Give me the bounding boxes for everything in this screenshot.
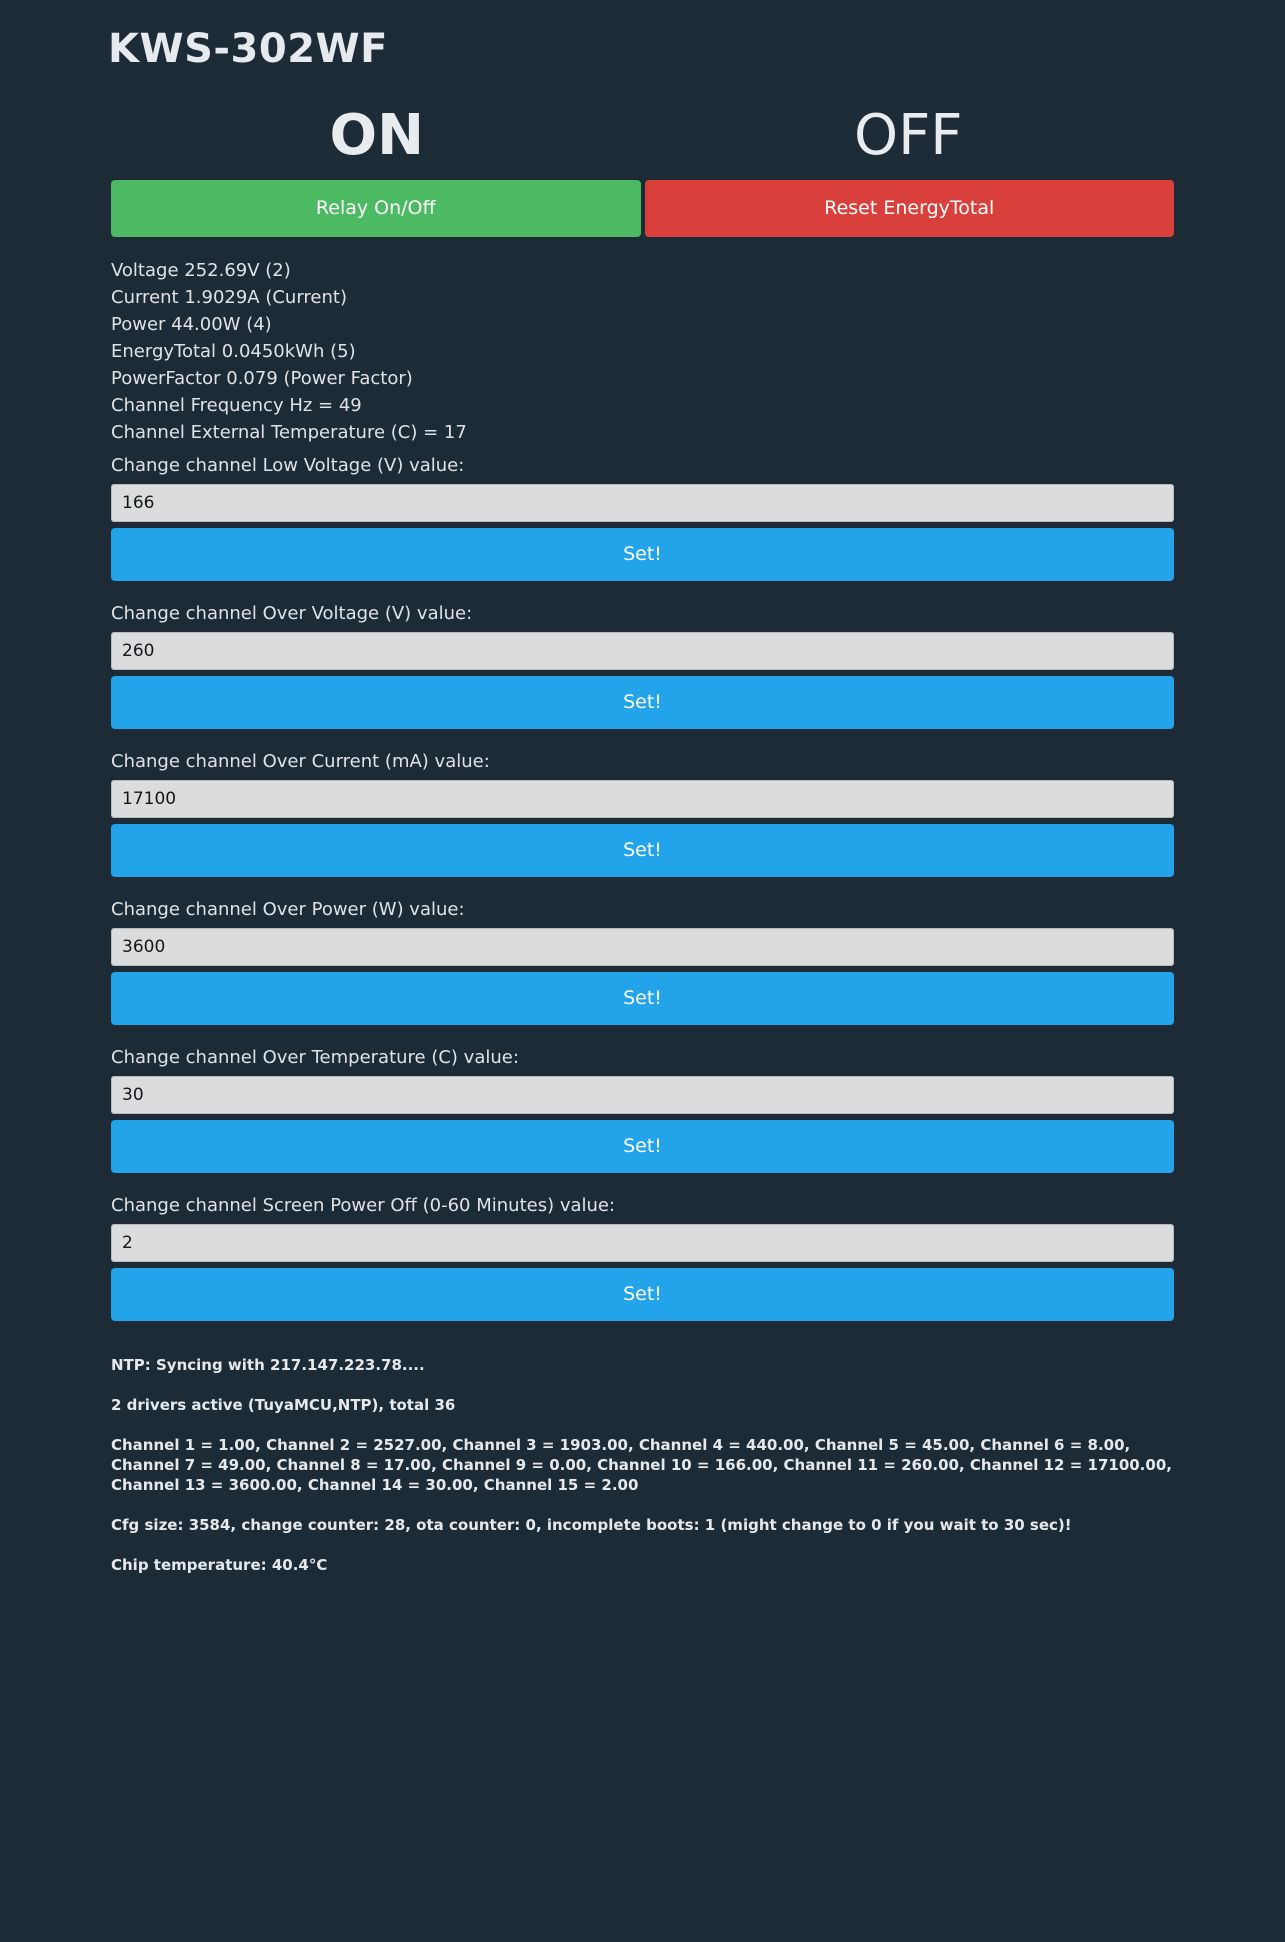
- footer-chip-temperature: Chip temperature: 40.4°C: [111, 1556, 328, 1575]
- field-low-voltage: [111, 455, 1174, 581]
- set-button-over-temperature[interactable]: Set!: [111, 1120, 1174, 1173]
- field-label-over-voltage: Change channel Over Voltage (V) value:: [111, 603, 473, 625]
- input-low-voltage[interactable]: [111, 484, 1174, 522]
- device-web-page: [0, 26, 1285, 1625]
- input-over-voltage[interactable]: [111, 632, 1174, 670]
- field-label-over-current: Change channel Over Current (mA) value:: [111, 751, 490, 773]
- set-button-over-power[interactable]: Set!: [111, 972, 1174, 1025]
- field-label-screen-power-off: Change channel Screen Power Off (0-60 Minutes) value:: [111, 1195, 616, 1217]
- relay-state-off: OFF: [854, 103, 963, 168]
- readout-external-temperature: Channel External Temperature (C) = 17: [111, 422, 467, 444]
- field-label-over-temperature: Change channel Over Temperature (C) value:: [111, 1047, 519, 1069]
- measurement-readouts: [111, 257, 1174, 446]
- field-label-low-voltage: Change channel Low Voltage (V) value:: [111, 455, 465, 477]
- footer-cfg-info: Cfg size: 3584, change counter: 28, ota counter: 0, incomplete boots: 1 (might change to 0 if you wait to 30 sec)!: [111, 1516, 1072, 1535]
- main-button-row: [111, 180, 1174, 237]
- readout-voltage: Voltage 252.69V (2): [111, 260, 291, 282]
- field-screen-power-off: [111, 1195, 1174, 1321]
- set-button-screen-power-off[interactable]: Set!: [111, 1268, 1174, 1321]
- relay-state-row: [111, 98, 1174, 168]
- field-over-power: [111, 899, 1174, 1025]
- relay-state-on: ON: [329, 103, 424, 168]
- set-button-low-voltage[interactable]: Set!: [111, 528, 1174, 581]
- input-screen-power-off[interactable]: [111, 1224, 1174, 1262]
- input-over-current[interactable]: [111, 780, 1174, 818]
- footer-drivers-status: 2 drivers active (TuyaMCU,NTP), total 36: [111, 1396, 456, 1415]
- status-footer: [111, 1355, 1174, 1575]
- field-over-temperature: [111, 1047, 1174, 1173]
- readout-frequency: Channel Frequency Hz = 49: [111, 395, 362, 417]
- readout-energy-total: EnergyTotal 0.0450kWh (5): [111, 341, 356, 363]
- reset-energy-total-button[interactable]: Reset EnergyTotal: [645, 180, 1175, 237]
- set-button-over-voltage[interactable]: Set!: [111, 676, 1174, 729]
- readout-power-factor: PowerFactor 0.079 (Power Factor): [111, 368, 413, 390]
- input-over-temperature[interactable]: [111, 1076, 1174, 1114]
- footer-ntp-status: NTP: Syncing with 217.147.223.78....: [111, 1356, 425, 1375]
- relay-on-off-button[interactable]: Relay On/Off: [111, 180, 641, 237]
- footer-channels-list: Channel 1 = 1.00, Channel 2 = 2527.00, Channel 3 = 1903.00, Channel 4 = 440.00, Channel 5 = 45.00, Channel 6 = 8.00, Channel 7 = 49.00, Channel 8 = 17.00, Channel 9 = 0.00, Channel 10 = 166.00, Channel 11 = 260.00, Channel 12 = 17100.00, Channel 13 = 3600.00, Channel 14 = 30.00, Channel 15 = 2.00: [111, 1436, 1172, 1495]
- field-label-over-power: Change channel Over Power (W) value:: [111, 899, 465, 921]
- field-over-current: [111, 751, 1174, 877]
- field-over-voltage: [111, 603, 1174, 729]
- readout-power: Power 44.00W (4): [111, 314, 272, 336]
- input-over-power[interactable]: [111, 928, 1174, 966]
- readout-current: Current 1.9029A (Current): [111, 287, 347, 309]
- set-button-over-current[interactable]: Set!: [111, 824, 1174, 877]
- page-title: KWS-302WF: [108, 26, 388, 72]
